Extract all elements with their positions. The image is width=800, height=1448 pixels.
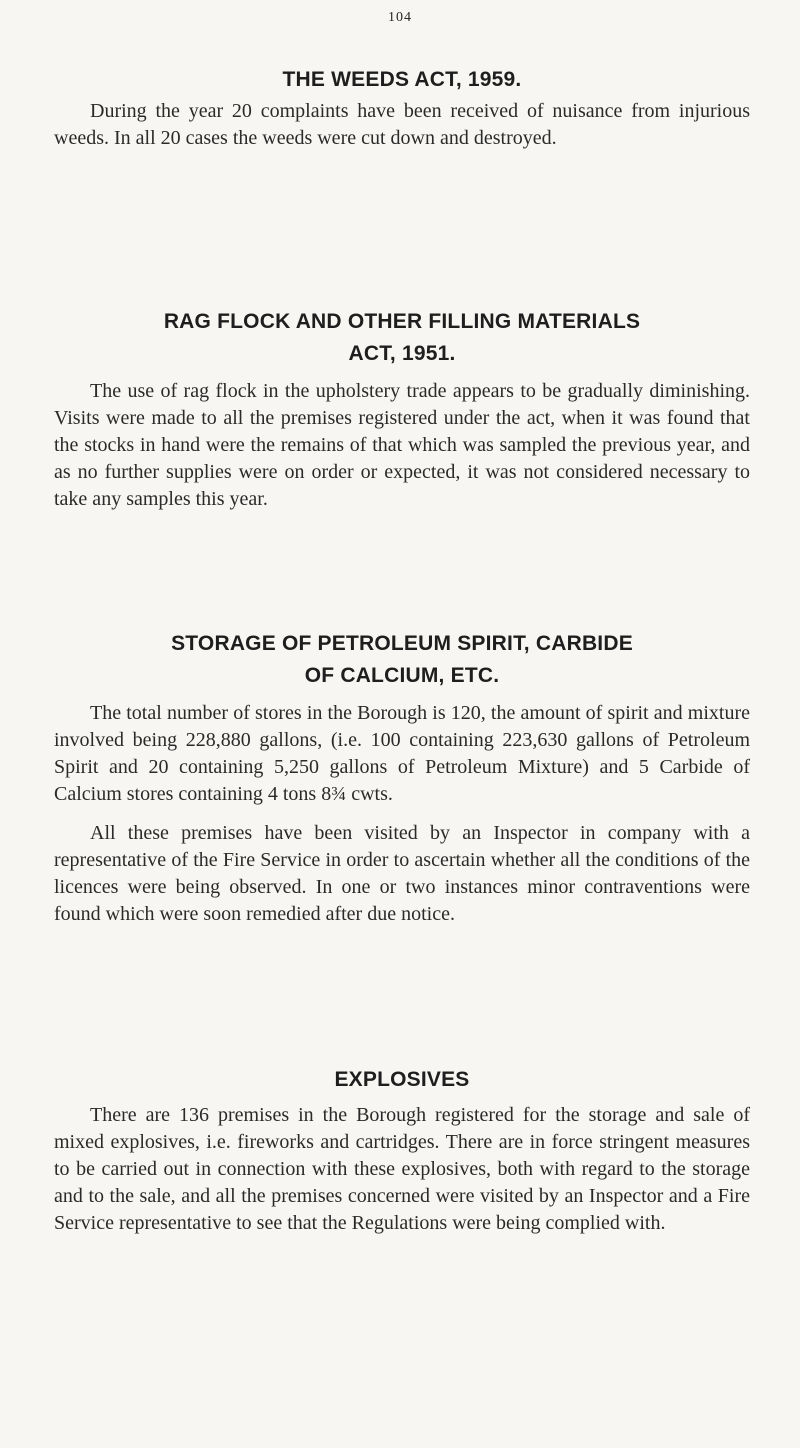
section-heading-line-1: RAG FLOCK AND OTHER FILLING MATERIALS [163, 310, 641, 333]
section-paragraph: There are 136 premises in the Borough registered for the storage and sale of mixed explosives, i.e. fireworks and cartridges. There are in force stringent measures to be carried out in connection with these explosives, both with regard to the storage and to the sale, and all the premises concerned were visited by an Inspector and a Fire Service representative to see that the Regulations were being complied with. [54, 1104, 750, 1234]
page-number: 104 [388, 10, 412, 25]
section-paragraph: During the year 20 complaints have been received of nuisance from injurious weeds. In all 20 cases the weeds were cut down and destroyed. [54, 100, 750, 149]
section-heading: EXPLOSIVES [334, 1068, 470, 1091]
section-heading: THE WEEDS ACT, 1959. [282, 68, 522, 91]
section-weeds-act [54, 64, 750, 152]
section-paragraph: The use of rag flock in the upholstery trade appears to be gradually diminishing. Visits were made to all the premises registered under the act, when it was found that the stocks in hand were the remains of that which was sampled the previous year, and as no further supplies were on order or expected, it was not considered necessary to take any samples this year. [54, 380, 750, 510]
section-paragraph: The total number of stores in the Borough is 120, the amount of spirit and mixture involved being 228,880 gallons, (i.e. 100 containing 223,630 gallons of Petroleum Spirit and 20 containing 5,250 gallons of Petroleum Mixture) and 5 Carbide of Calcium stores containing 4 tons 8¾ cwts. [54, 702, 750, 805]
section-heading-line-2: ACT, 1951. [348, 342, 456, 365]
section-paragraph: All these premises have been visited by an Inspector in company with a representative of the Fire Service in order to ascertain whether all the conditions of the licences were being observed. In one or two instances minor contraventions were found which were soon remedied after due notice. [54, 822, 750, 925]
section-petroleum-storage [54, 628, 750, 928]
section-heading-line-2: OF CALCIUM, ETC. [304, 664, 500, 687]
section-rag-flock-act [54, 306, 750, 513]
section-heading-line-1: STORAGE OF PETROLEUM SPIRIT, CARBIDE [171, 632, 633, 655]
section-explosives [54, 1064, 750, 1237]
